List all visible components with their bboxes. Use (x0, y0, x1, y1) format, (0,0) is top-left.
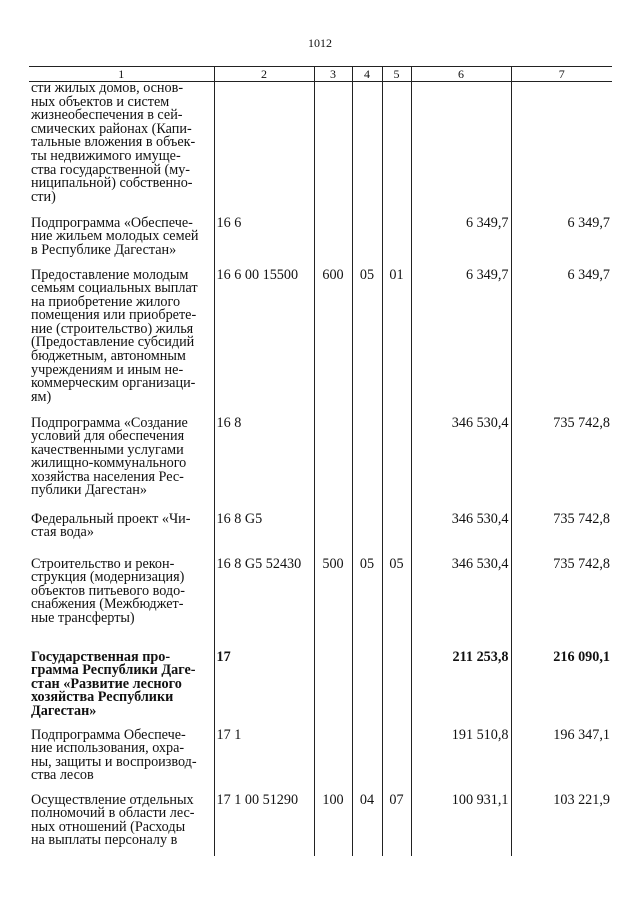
row-name: Государственная про- грамма Республики Даге- стан «Развитие лесного хозяйства Республики Дагестан» (29, 651, 214, 729)
target-code (214, 82, 314, 217)
section-code (352, 417, 382, 513)
expense-type: 500 (314, 558, 352, 651)
section-code: 04 (352, 794, 382, 856)
section-code: 05 (352, 558, 382, 651)
expense-type: 600 (314, 269, 352, 417)
table-row (29, 217, 612, 269)
subsection-code (382, 651, 411, 729)
column-header: 4 (352, 67, 382, 82)
subsection-code (382, 729, 411, 794)
amount-year-2: 735 742,8 (511, 417, 612, 513)
subsection-code (382, 513, 411, 558)
amount-year-2: 735 742,8 (511, 513, 612, 558)
row-name: Федеральный проект «Чи- стая вода» (29, 513, 214, 558)
row-name: сти жилых домов, основ- ных объектов и систем жизнеобеспечения в сей- смических районах (Капи- тальные вложения в объек- ты недвижимого имуще- ства государственной (му- ниципальной) собственно- сти) (29, 82, 214, 217)
column-header: 2 (214, 67, 314, 82)
expense-type (314, 729, 352, 794)
table-row (29, 651, 612, 729)
expense-type (314, 417, 352, 513)
amount-year-2: 103 221,9 (511, 794, 612, 856)
subsection-code (382, 82, 411, 217)
table-row (29, 729, 612, 794)
row-name: Предоставление молодым семьям социальных выплат на приобретение жилого помещения или приобрете- ние (строительство) жилья (Предоставление субсидий бюджетным, автономным учреждениям и иным не- коммерческим организаци- ям) (29, 269, 214, 417)
table-row (29, 558, 612, 651)
table-body (29, 82, 612, 856)
target-code: 17 1 (214, 729, 314, 794)
expense-type (314, 217, 352, 269)
subsection-code: 01 (382, 269, 411, 417)
table-row (29, 82, 612, 217)
amount-year-2 (511, 82, 612, 217)
amount-year-2: 735 742,8 (511, 558, 612, 651)
row-name: Подпрограмма Обеспече- ние использования, охра- ны, защиты и воспроизвод- ства лесов (29, 729, 214, 794)
column-header: 1 (29, 67, 214, 82)
table-row (29, 269, 612, 417)
amount-year-1: 191 510,8 (411, 729, 511, 794)
budget-table (29, 66, 612, 856)
row-name: Подпрограмма «Создание условий для обеспечения качественными услугами жилищно-коммунального хозяйства населения Рес- публики Дагестан» (29, 417, 214, 513)
table-row (29, 417, 612, 513)
amount-year-1: 6 349,7 (411, 269, 511, 417)
subsection-code: 07 (382, 794, 411, 856)
subsection-code (382, 217, 411, 269)
target-code: 16 8 (214, 417, 314, 513)
column-header: 6 (411, 67, 511, 82)
amount-year-1: 346 530,4 (411, 513, 511, 558)
amount-year-1: 346 530,4 (411, 417, 511, 513)
amount-year-2: 196 347,1 (511, 729, 612, 794)
expense-type: 100 (314, 794, 352, 856)
row-name: Подпрограмма «Обеспече- ние жильем молодых семей в Республике Дагестан» (29, 217, 214, 269)
amount-year-2: 216 090,1 (511, 651, 612, 729)
table-row (29, 513, 612, 558)
subsection-code (382, 417, 411, 513)
amount-year-2: 6 349,7 (511, 217, 612, 269)
target-code: 17 1 00 51290 (214, 794, 314, 856)
amount-year-2: 6 349,7 (511, 269, 612, 417)
page-number: 1012 (308, 36, 332, 50)
section-code (352, 651, 382, 729)
column-header: 7 (511, 67, 612, 82)
amount-year-1: 6 349,7 (411, 217, 511, 269)
target-code: 16 6 (214, 217, 314, 269)
target-code: 16 8 G5 (214, 513, 314, 558)
section-code (352, 729, 382, 794)
target-code: 16 6 00 15500 (214, 269, 314, 417)
section-code: 05 (352, 269, 382, 417)
amount-year-1 (411, 82, 511, 217)
row-name: Строительство и рекон- струкция (модернизация) объектов питьевого водо- снабжения (Межбюджет- ные трансферты) (29, 558, 214, 651)
expense-type (314, 513, 352, 558)
amount-year-1: 346 530,4 (411, 558, 511, 651)
amount-year-1: 100 931,1 (411, 794, 511, 856)
section-code (352, 82, 382, 217)
amount-year-1: 211 253,8 (411, 651, 511, 729)
row-name: Осуществление отдельных полномочий в области лес- ных отношений (Расходы на выплаты персоналу в (29, 794, 214, 856)
subsection-code: 05 (382, 558, 411, 651)
table-row (29, 794, 612, 856)
section-code (352, 513, 382, 558)
column-header: 5 (382, 67, 411, 82)
target-code: 17 (214, 651, 314, 729)
expense-type (314, 651, 352, 729)
column-header: 3 (314, 67, 352, 82)
expense-type (314, 82, 352, 217)
section-code (352, 217, 382, 269)
target-code: 16 8 G5 52430 (214, 558, 314, 651)
